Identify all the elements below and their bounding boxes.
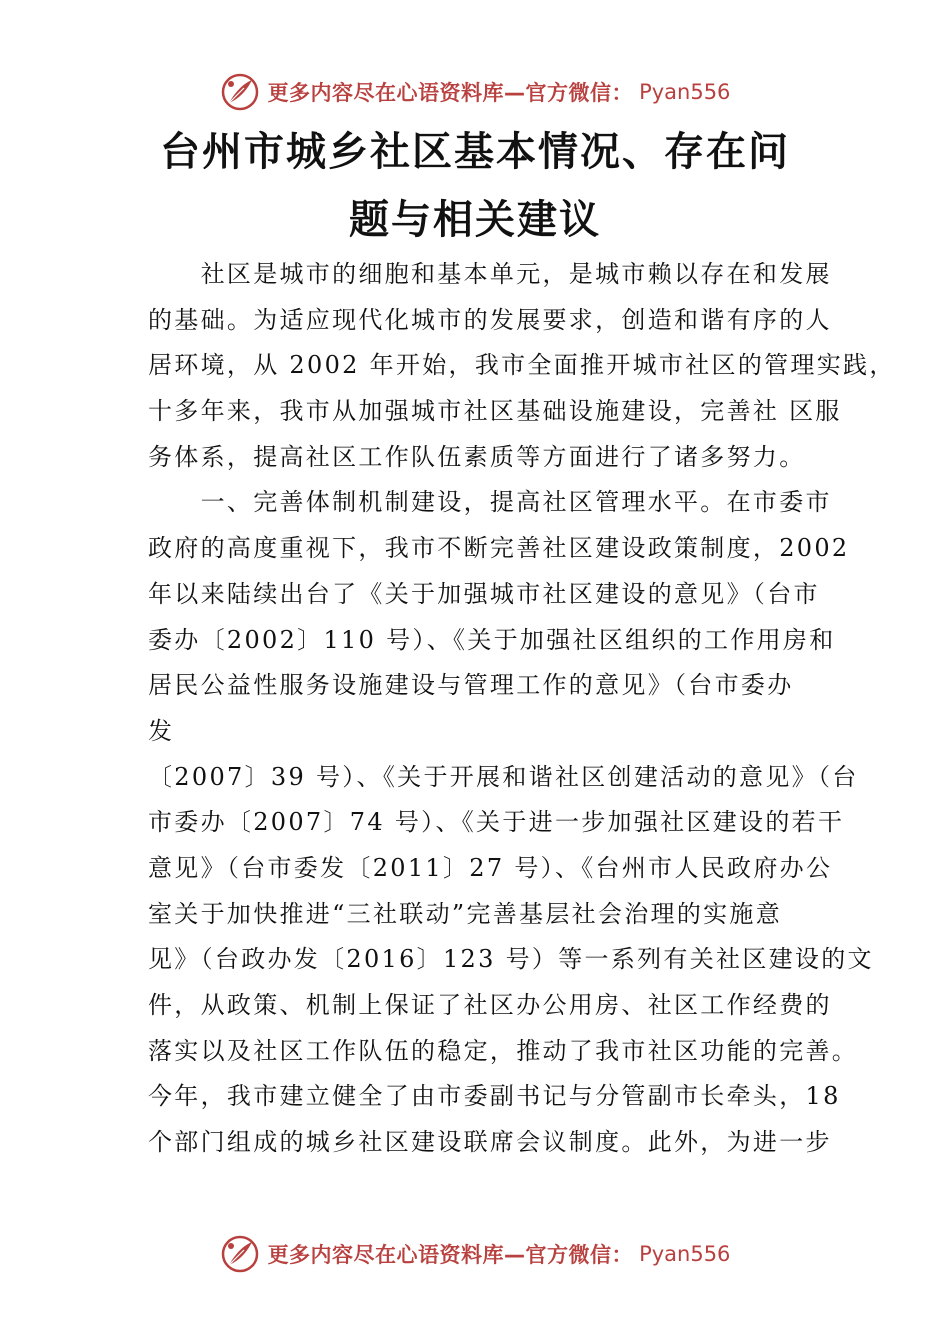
body-line: 居民公益性服务设施建设与管理工作的意见》（台市委办: [148, 671, 794, 700]
watermark-wechat-id: Pyan556: [639, 1242, 731, 1266]
body-line: 的基础。为适应现代化城市的发展要求，创造和谐有序的人: [148, 305, 832, 334]
document-title-line-2: 题与相关建议: [349, 197, 601, 243]
body-line: 发: [148, 716, 175, 745]
body-line: 意见》（台市委发〔2011〕27 号）、《台州市人民政府办公: [148, 853, 833, 882]
body-line: 室关于加快推进“三社联动”完善基层社会治理的实施意: [148, 899, 783, 928]
body-line: 年以来陆续出台了《关于加强城市社区建设的意见》（台市: [148, 579, 820, 608]
body-line: 一、完善体制机制建设，提高社区管理水平。在市委市: [148, 488, 832, 517]
body-line: 政府的高度重视下，我市不断完善社区建设政策制度，2002: [148, 534, 850, 563]
body-line: 委办〔2002〕110 号）、《关于加强社区组织的工作用房和: [148, 625, 836, 654]
watermark-wechat-id: Pyan556: [639, 80, 731, 104]
body-line: 〔2007〕39 号）、《关于开展和谐社区创建活动的意见》（台: [148, 762, 859, 791]
watermark-text: 更多内容尽在心语资料库—官方微信：: [267, 1243, 634, 1267]
feather-pen-logo-icon: [220, 1234, 260, 1274]
body-line: 居环境，从 2002 年开始，我市全面推开城市社区的管理实践，: [148, 351, 896, 380]
document-body: [148, 252, 896, 1166]
body-line: 见》（台政办发〔2016〕123 号）等一系列有关社区建设的文: [148, 945, 874, 974]
watermark-text: 更多内容尽在心语资料库—官方微信：: [267, 81, 634, 105]
watermark-banner-top: [0, 70, 950, 114]
body-line: 务体系，提高社区工作队伍素质等方面进行了诸多努力。: [148, 442, 806, 471]
body-line: 落实以及社区工作队伍的稳定，推动了我市社区功能的完善。: [148, 1036, 859, 1065]
body-line: 市委办〔2007〕74 号）、《关于进一步加强社区建设的若干: [148, 808, 845, 837]
body-line: 个部门组成的城乡社区建设联席会议制度。此外，为进一步: [148, 1128, 832, 1157]
body-line: 十多年来，我市从加强城市社区基础设施建设，完善社 区服: [148, 397, 842, 426]
document-title-line-1: 台州市城乡社区基本情况、存在问: [160, 129, 790, 175]
body-line: 今年，我市建立健全了由市委副书记与分管副市长牵头，18: [148, 1082, 841, 1111]
body-line: 件，从政策、机制上保证了社区办公用房、社区工作经费的: [148, 991, 832, 1019]
watermark-banner-bottom: [0, 1232, 950, 1276]
body-line: 社区是城市的细胞和基本单元，是城市赖以存在和发展: [148, 260, 832, 288]
feather-pen-logo-icon: [220, 72, 260, 112]
